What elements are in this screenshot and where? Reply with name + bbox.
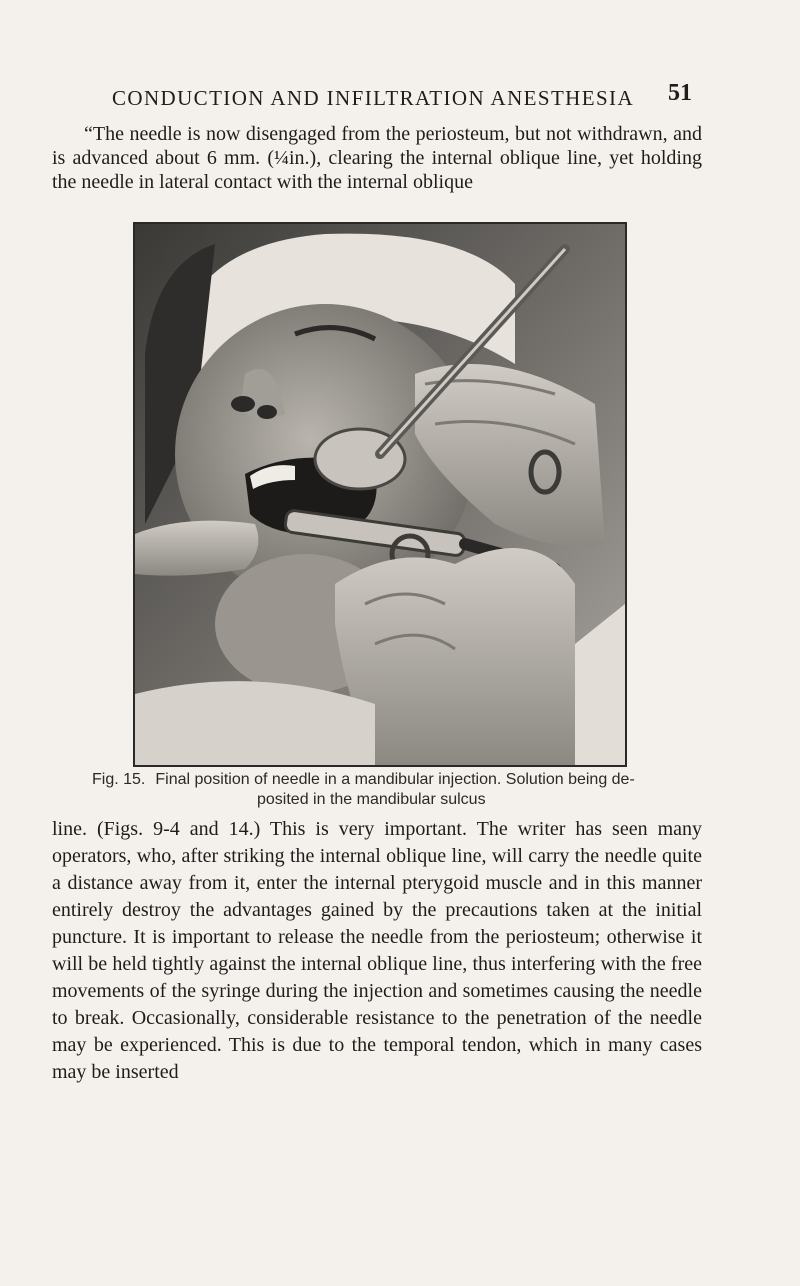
bottom-paragraph [52,816,702,1086]
figure-label: Fig. 15. [92,771,146,788]
photo-illustration [135,224,625,765]
figure-caption [92,770,712,810]
caption-text-1: Final position of needle in a mandibular injection. Solution being de- [155,771,635,788]
caption-line-1 [92,770,712,790]
page-number: 51 [668,80,692,106]
caption-line-2: posited in the mandibular sulcus [257,791,486,808]
running-title: CONDUCTION AND INFILTRATION ANESTHESIA [112,86,635,110]
running-head [112,80,692,116]
top-paragraph-text: “The needle is now disengaged from the periosteum, but not withdrawn, and is advanced about 6 mm. (¼in.), clearing the internal oblique line, yet holding the needle in lateral contact with the internal oblique [52,123,702,193]
bottom-paragraph-text: line. (Figs. 9-4 and 14.) This is very important. The writer has seen many operators, who, after striking the internal oblique line, will carry the needle quite a distance away from it, enter the internal pterygoid muscle and in this manner entirely destroy the advantages gained by the precautions taken at the initial puncture. It is important to release the needle from the periosteum; otherwise it will be held tightly against the internal oblique line, thus interfering with the free movements of the syringe during the injection and sometimes causing the needle to break. Occasionally, considerable resistance to the penetration of the needle may be experienced. This is due to the temporal tendon, which in many cases may be inserted [52,818,702,1083]
top-paragraph [52,122,702,194]
figure-photograph [133,222,627,767]
